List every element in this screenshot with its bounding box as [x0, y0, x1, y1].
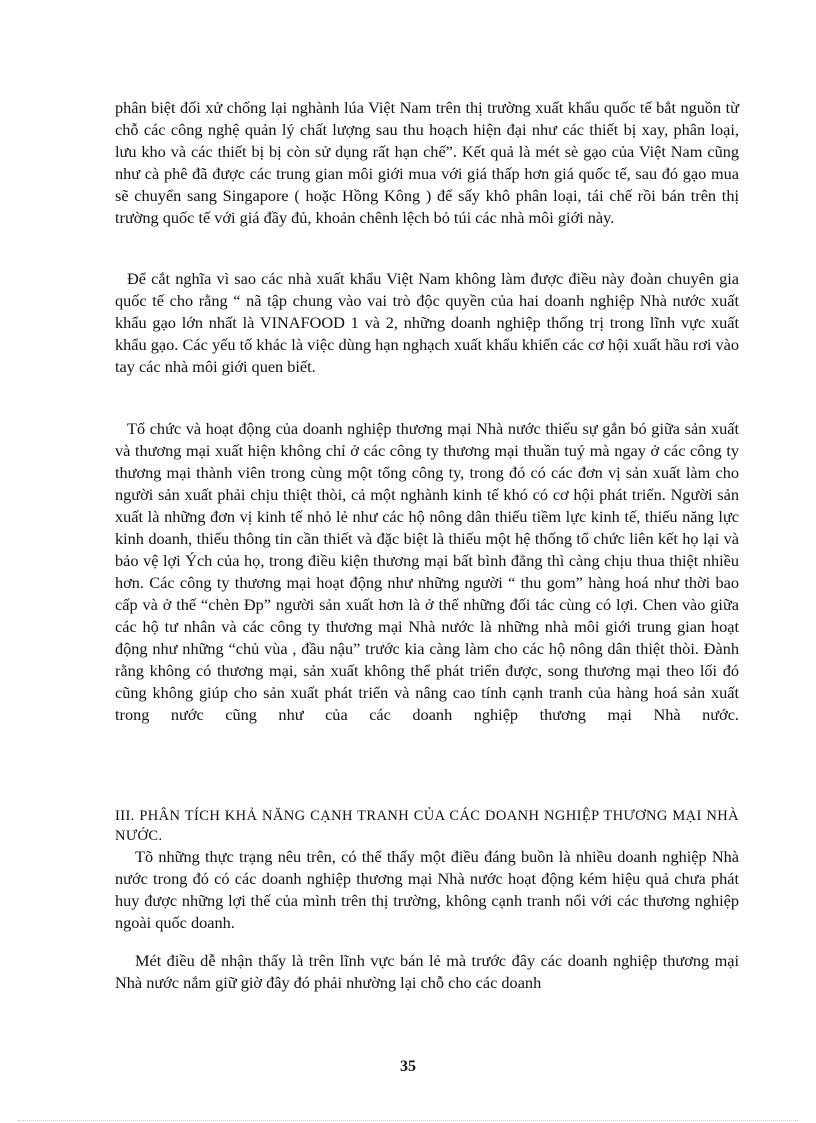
paragraph-text: Tổ chức và hoạt động của doanh nghiệp thương mại Nhà nước thiếu sự gắn bó giữa sản xuất và thương mại xuất hiện không chỉ ở các công ty thương mại thuần tuý mà ngay ở các công ty thương mại thành viên trong cùng một tổng công ty, trong đó có các đơn vị sản xuất làm cho người sản xuất phải chịu thiệt thòi, cả một nghành kinh tế khó có cơ hội phát triển. Người sản xuất là những đơn vị kinh tế nhỏ lẻ như các hộ nông dân thiếu tiềm lực kinh tế, thiếu năng lực kinh doanh, thiếu thông tin cần thiết và đặc biệt là thiếu một hệ thống tổ chức liên kết họ lại và bảo vệ lợi Ých của họ, trong điều kiện thương mại bất bình đẳng thì càng chịu thua thiệt nhiều hơn. Các công ty thương mại hoạt động như những người “ thu gom” hàng hoá như thời bao cấp và ở thế “chèn Ðp” người sản xuất hơn là ở thế những đối tác cùng có lợi. Chen vào giữa các hộ tư nhân và các công ty thương mại Nhà nước là những nhà môi giới trung gian hoạt động như những “chủ vùa , đầu nậu” trước kia càng làm cho các hộ nông dân thiệt thòi. Đành rằng không có thương mại, sản xuất không thể phát triển được, song thương mại theo lối đó cũng không giúp cho sản xuất phát triển và nâng cao tính cạnh tranh của hàng hoá sản xuất trong nước cũng như của các doanh nghiệp thương mại Nhà nước.	[115, 419, 739, 724]
paragraph-1	[115, 97, 739, 229]
paragraph-text: Tõ những thực trạng nêu trên, có thể thấy một điều đáng buồn là nhiều doanh nghiệp Nhà nước trong đó có các doanh nghiệp thương mại Nhà nước hoạt động kém hiệu quả chưa phát huy được những lợi thế của mình trên thị trường, không cạnh tranh nổi với các thương nghiệp ngoài quốc doanh.	[115, 847, 739, 932]
paragraph-2	[115, 268, 739, 378]
page-bottom-divider	[18, 1120, 798, 1121]
paragraph-4	[115, 846, 739, 934]
paragraph-text: Mét điều dễ nhận thấy là trên lĩnh vực bán lẻ mà trước đây các doanh nghiệp thương mại Nhà nước nắm giữ giờ đây đó phải nhường lại chỗ cho các doanh	[115, 951, 739, 992]
paragraph-5	[115, 950, 739, 994]
section-heading-text: III. PHÂN TÍCH KHẢ NĂNG CẠNH TRANH CỦA CÁC DOANH NGHIỆP THƯƠNG MẠI NHÀ NƯỚC.	[115, 808, 739, 844]
paragraph-text: Để cắt nghĩa vì sao các nhà xuất khẩu Việt Nam không làm được điều này đoàn chuyên gia quốc tế cho rằng “ nã tập chung vào vai trò độc quyền của hai doanh nghiệp Nhà nước xuất khẩu gạo lớn nhất là VINAFOOD 1 và 2, những doanh nghiệp thống trị trong lĩnh vực xuất khẩu gạo. Các yếu tố khác là việc dùng hạn nghạch xuất khẩu khiến các cơ hội xuất hầu rơi vào tay các nhà môi giới quen biết.	[115, 269, 739, 376]
paragraph-text: phân biệt đối xử chống lại nghành lúa Việt Nam trên thị trường xuất khẩu quốc tế bắt nguồn từ chỗ các công nghệ quản lý chất lượng sau thu hoạch hiện đại như các thiết bị xay, phân loại, lưu kho và các thiết bị bị còn sử dụng rất hạn chế”. Kết quả là mét sè gạo của Việt Nam cũng như cà phê đã được các trung gian môi giới mua với giá thấp hơn giá quốc tế, sau đó gạo mua sẽ chuyển sang Singapore ( hoặc Hồng Kông ) để sấy khô phân loại, tái chế rồi bán trên thị trường quốc tế với giá đầy đủ, khoản chênh lệch bỏ túi các nhà môi giới này.	[115, 98, 739, 227]
section-heading	[115, 806, 739, 846]
paragraph-3	[115, 418, 739, 726]
page-number: 35	[400, 1058, 416, 1075]
